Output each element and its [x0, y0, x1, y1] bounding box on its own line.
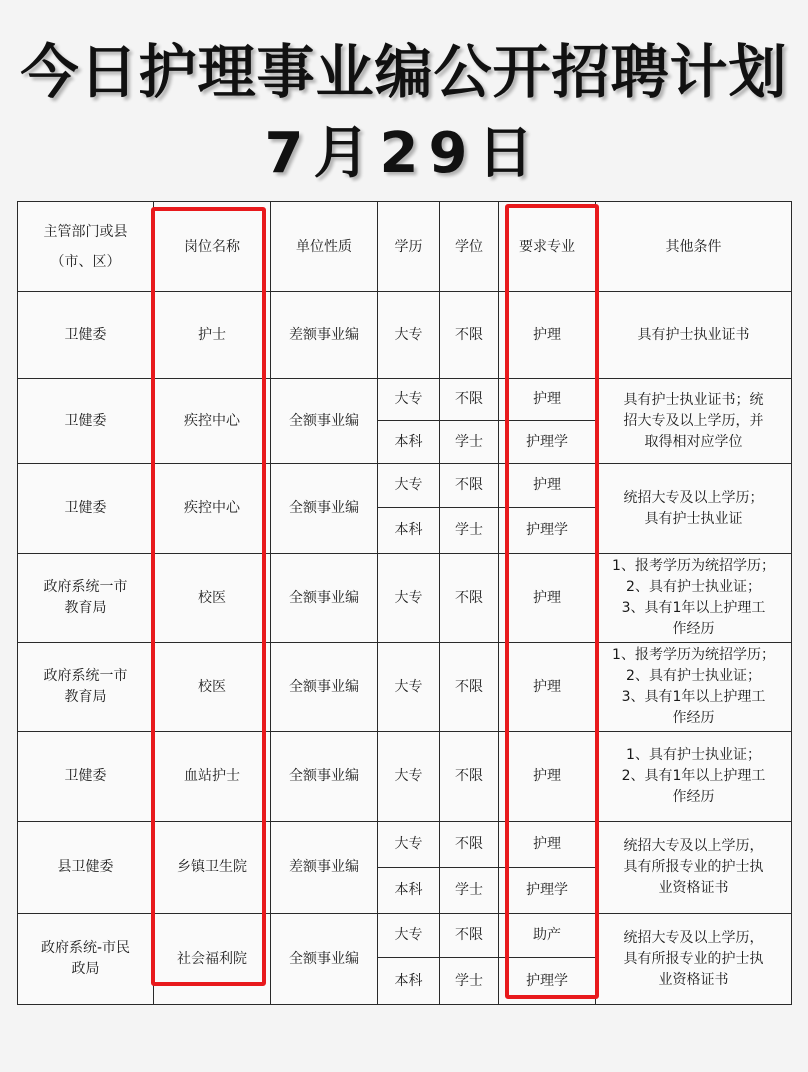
post-cell: 血站护士 — [154, 732, 271, 822]
post-cell: 疾控中心 — [154, 379, 271, 464]
degree-cell: 不限 — [440, 292, 499, 379]
condition-line: 1、报考学历为统招学历； — [612, 647, 775, 663]
edu-cell: 本科 — [378, 868, 440, 914]
nature-cell: 全额事业编 — [271, 732, 378, 822]
table-row — [18, 379, 792, 421]
condition-line: 3、具有1年以上护理工 — [621, 600, 766, 616]
edu-cell: 大专 — [378, 292, 440, 379]
other-cell — [596, 464, 792, 554]
degree-cell: 学士 — [440, 958, 499, 1005]
other-cell — [596, 379, 792, 464]
header-edu: 学历 — [378, 202, 440, 292]
page-date: 7月29日 — [264, 121, 544, 186]
condition-line: 具有所报专业的护士执 — [623, 859, 764, 875]
dept-cell: 卫健委 — [18, 464, 154, 554]
major-cell: 护理 — [499, 379, 596, 421]
degree-cell: 学士 — [440, 508, 499, 554]
major-cell: 护理 — [499, 554, 596, 643]
major-cell: 护理学 — [499, 508, 596, 554]
degree-cell: 不限 — [440, 914, 499, 958]
degree-cell: 学士 — [440, 421, 499, 464]
major-cell: 护理学 — [499, 958, 596, 1005]
major-cell: 护理 — [499, 643, 596, 732]
degree-cell: 不限 — [440, 643, 499, 732]
header-other: 其他条件 — [596, 202, 792, 292]
condition-line: 2、具有1年以上护理工 — [621, 768, 766, 784]
table-row — [18, 914, 792, 958]
post-cell: 社会福利院 — [154, 914, 271, 1005]
recruitment-table — [17, 201, 792, 1005]
table-row — [18, 292, 792, 379]
table-row — [18, 732, 792, 822]
dept-cell: 卫健委 — [18, 379, 154, 464]
condition-line: 业资格证书 — [658, 971, 729, 988]
edu-cell: 大专 — [378, 732, 440, 822]
condition-line: 2、具有护士执业证； — [626, 668, 761, 684]
edu-cell: 本科 — [378, 508, 440, 554]
degree-cell: 不限 — [440, 379, 499, 421]
condition-line: 具有护士执业证 — [644, 510, 743, 527]
edu-cell: 大专 — [378, 643, 440, 732]
dept-cell — [18, 643, 154, 732]
major-cell: 助产 — [499, 914, 596, 958]
condition-line: 3、具有1年以上护理工 — [621, 689, 766, 705]
nature-cell: 全额事业编 — [271, 379, 378, 464]
edu-cell: 大专 — [378, 554, 440, 643]
nature-cell: 差额事业编 — [271, 822, 378, 914]
degree-cell: 不限 — [440, 732, 499, 822]
dept-line: 政局 — [71, 961, 100, 977]
header-degree: 学位 — [440, 202, 499, 292]
post-cell: 校医 — [154, 554, 271, 643]
dept-cell: 县卫健委 — [18, 822, 154, 914]
other-cell — [596, 822, 792, 914]
nature-cell: 全额事业编 — [271, 464, 378, 554]
condition-line: 1、具有护士执业证； — [626, 747, 761, 763]
post-cell: 护士 — [154, 292, 271, 379]
header-major: 要求专业 — [499, 202, 596, 292]
condition-line: 具有护士执业证书；统 — [623, 391, 764, 408]
condition-line: 统招大专及以上学历， — [623, 838, 764, 854]
condition-line: 具有所报专业的护士执 — [623, 950, 764, 967]
major-cell: 护理 — [499, 822, 596, 868]
condition-line: 作经历 — [672, 710, 715, 726]
condition-line: 2、具有护士执业证； — [626, 579, 761, 595]
post-cell: 乡镇卫生院 — [154, 822, 271, 914]
major-cell: 护理学 — [499, 868, 596, 914]
major-cell: 护理 — [499, 732, 596, 822]
other-cell — [596, 914, 792, 1005]
major-cell: 护理 — [499, 464, 596, 508]
condition-line: 招大专及以上学历，并 — [623, 412, 764, 429]
edu-cell: 大专 — [378, 464, 440, 508]
degree-cell: 不限 — [440, 464, 499, 508]
edu-cell: 大专 — [378, 822, 440, 868]
header-row — [18, 202, 792, 292]
edu-cell: 大专 — [378, 914, 440, 958]
table-row — [18, 822, 792, 868]
condition-line: 作经历 — [672, 789, 715, 805]
dept-line: 政府系统一市 — [43, 668, 128, 684]
dept-line: 教育局 — [64, 600, 107, 616]
dept-cell: 卫健委 — [18, 732, 154, 822]
nature-cell: 全额事业编 — [271, 914, 378, 1005]
condition-line: 统招大专及以上学历； — [623, 489, 764, 506]
condition-line: 取得相对应学位 — [644, 433, 743, 450]
condition-line: 具有护士执业证书 — [637, 326, 750, 343]
header-nature: 单位性质 — [271, 202, 378, 292]
post-cell: 校医 — [154, 643, 271, 732]
dept-line: 政府系统-市民 — [40, 940, 131, 956]
nature-cell: 全额事业编 — [271, 554, 378, 643]
dept-cell — [18, 554, 154, 643]
condition-line: 业资格证书 — [658, 880, 729, 896]
nature-cell: 全额事业编 — [271, 643, 378, 732]
table-row — [18, 554, 792, 643]
degree-cell: 学士 — [440, 868, 499, 914]
dept-cell: 卫健委 — [18, 292, 154, 379]
other-cell — [596, 292, 792, 379]
degree-cell: 不限 — [440, 822, 499, 868]
edu-cell: 大专 — [378, 379, 440, 421]
major-cell: 护理 — [499, 292, 596, 379]
condition-line: 1、报考学历为统招学历； — [612, 558, 775, 574]
dept-line: 政府系统一市 — [43, 579, 128, 595]
table-row — [18, 464, 792, 508]
post-cell: 疾控中心 — [154, 464, 271, 554]
other-cell — [596, 643, 792, 732]
edu-cell: 本科 — [378, 958, 440, 1005]
dept-cell — [18, 914, 154, 1005]
other-cell — [596, 732, 792, 822]
condition-line: 作经历 — [672, 621, 715, 637]
table-row — [18, 643, 792, 732]
edu-cell: 本科 — [378, 421, 440, 464]
other-cell — [596, 554, 792, 643]
nature-cell: 差额事业编 — [271, 292, 378, 379]
header-post: 岗位名称 — [154, 202, 271, 292]
dept-line: 教育局 — [64, 689, 107, 705]
major-cell: 护理学 — [499, 421, 596, 464]
header-dept: 主管部门或县 （市、区） — [18, 202, 154, 292]
page-title: 今日护理事业编公开招聘计划 — [20, 38, 788, 106]
condition-line: 统招大专及以上学历， — [623, 929, 764, 946]
degree-cell: 不限 — [440, 554, 499, 643]
